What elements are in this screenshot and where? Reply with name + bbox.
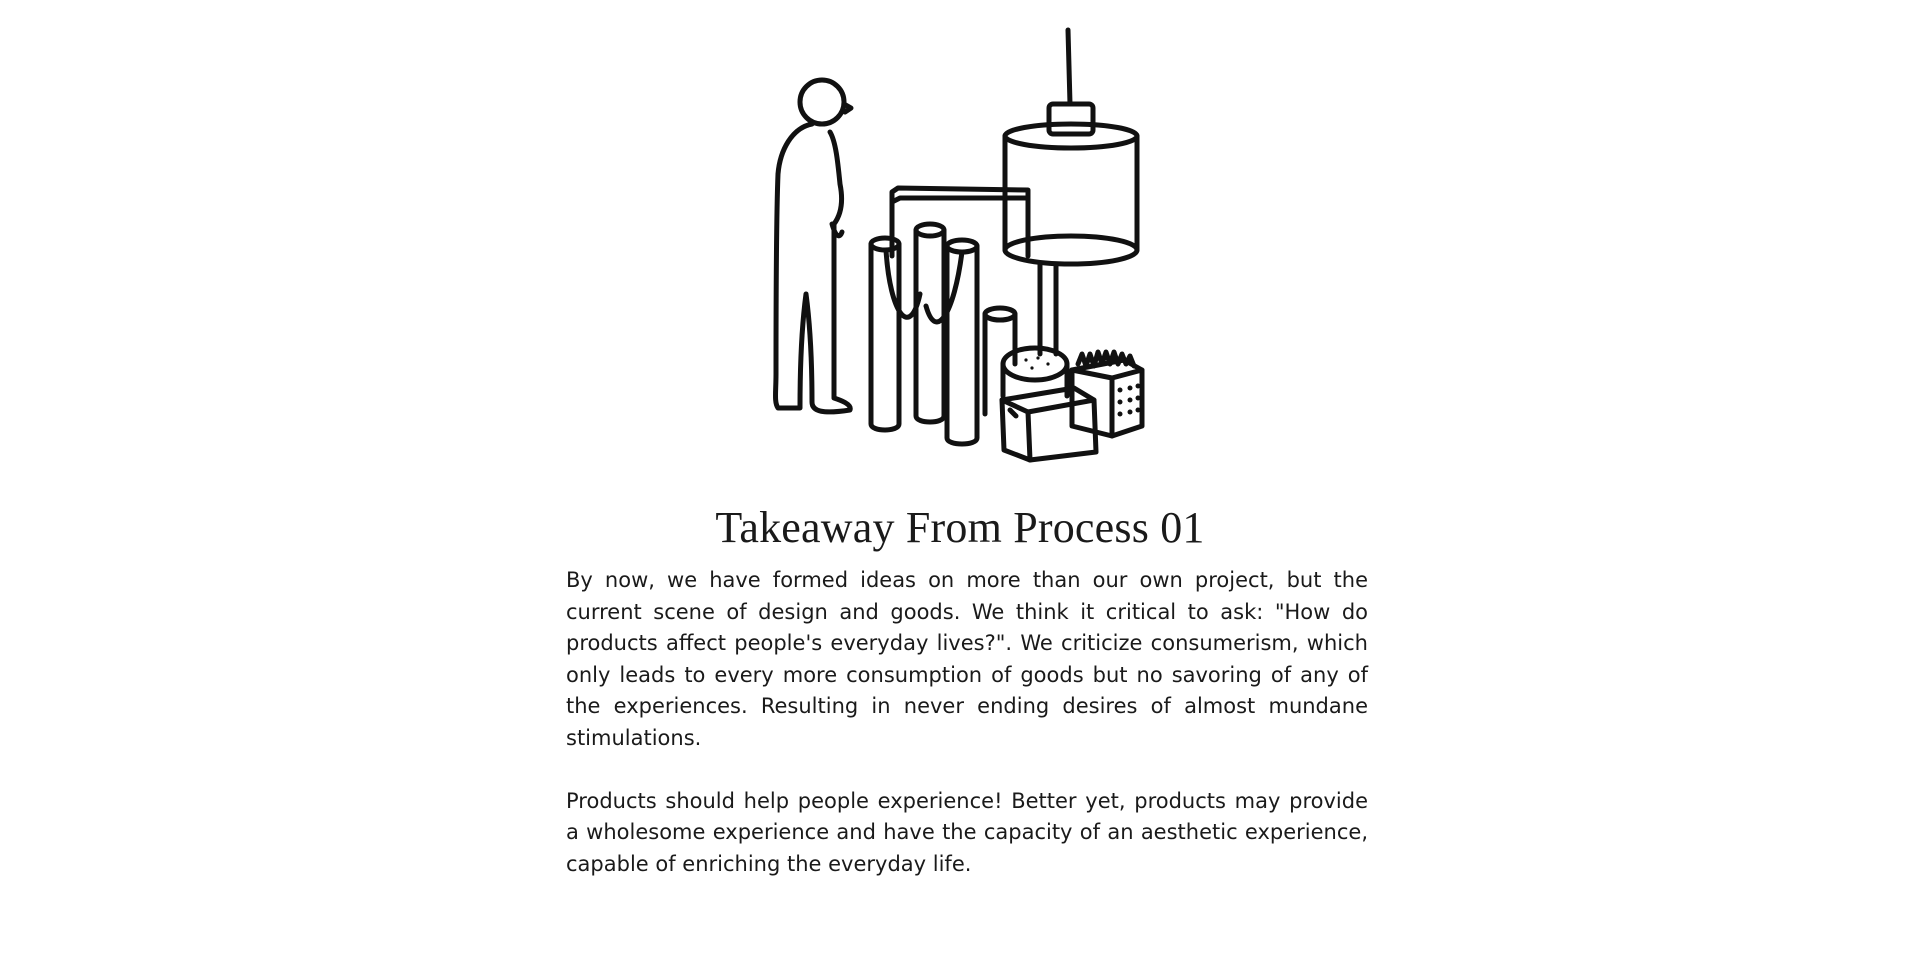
paragraph: By now, we have formed ideas on more than our own project, but the current scene of design and goods. We think it critical to ask: "How do products affect people's everyday lives?". We criticize consumerism, which only leads to every more consumption of goods but no savoring of any of the experiences. Resulting in never ending desires of almost mundane stimulations. [566, 568, 1368, 750]
body-text [566, 565, 1368, 880]
person-viewing-products-illustration [740, 24, 1180, 464]
front-box-shape [1002, 388, 1096, 460]
paragraph: Products should help people experience! Better yet, products may provide a wholesome experience and have the capacity of an aesthetic experience, capable of enriching the everyday life. [566, 788, 1368, 876]
page-title: Takeaway From Process 01 [715, 503, 1205, 552]
person-figure-icon [776, 80, 852, 412]
